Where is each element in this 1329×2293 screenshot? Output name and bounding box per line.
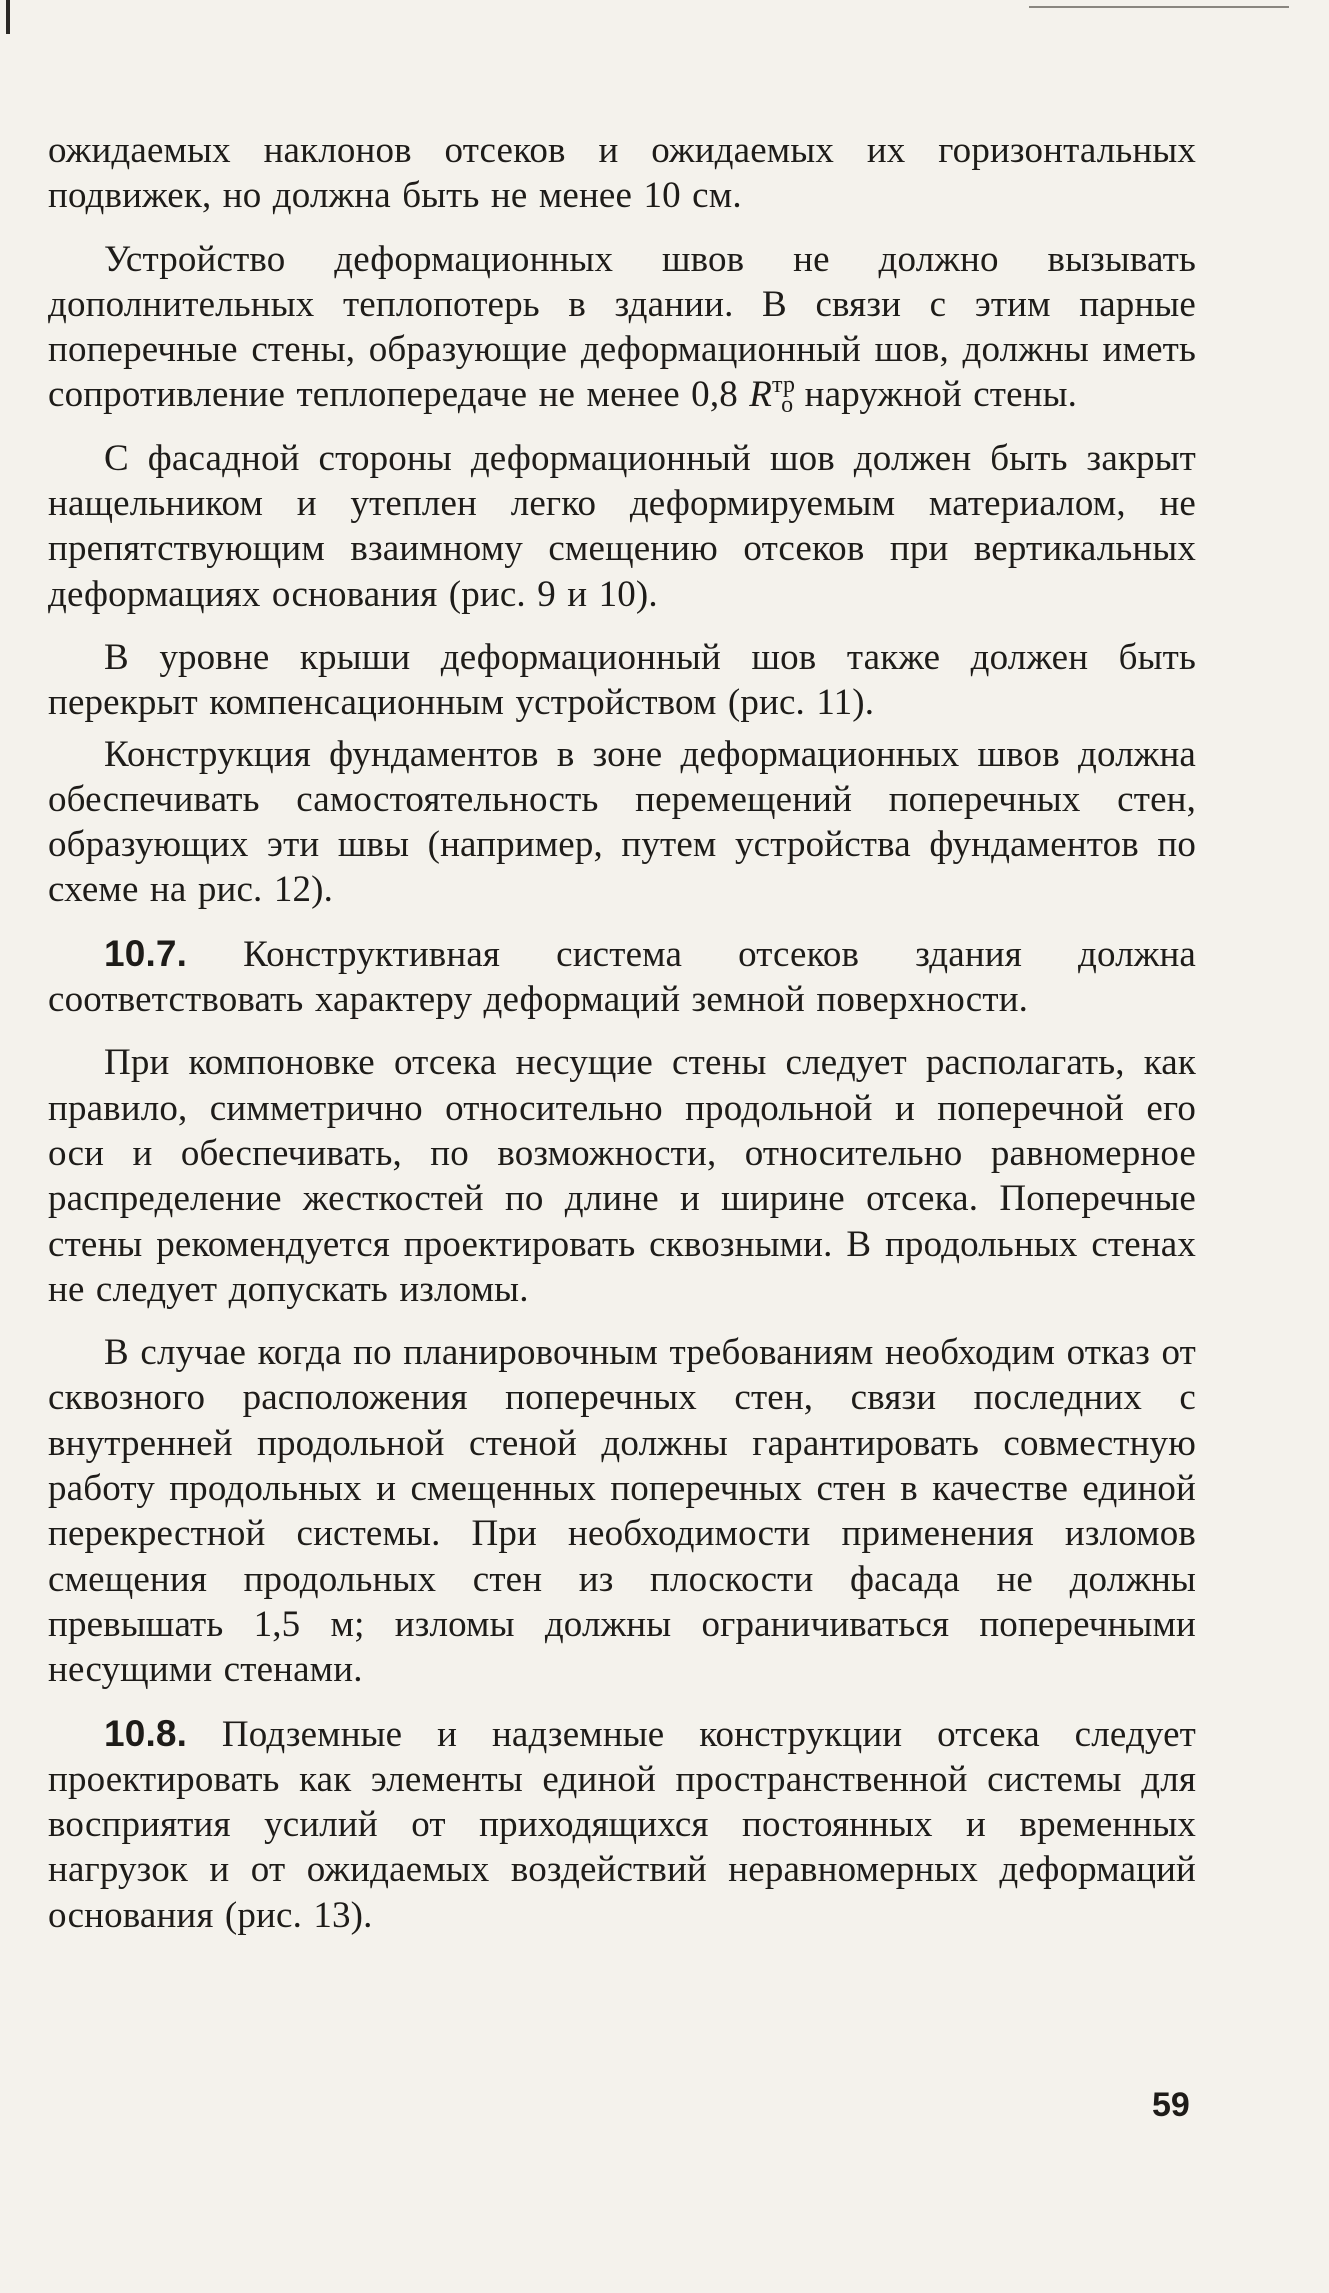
- formula-subscript: о: [781, 392, 794, 419]
- scan-top-rule: [1029, 6, 1289, 8]
- page-body: [48, 128, 1196, 1938]
- paragraph-expansion-joint-heat-loss: [48, 237, 1196, 418]
- scan-edge-mark: [6, 0, 10, 34]
- paragraph-offset-walls: В случае когда по планировочным требованиям необходим отказ от сквозного расположения поперечных стен, связи последних с внутренней продольной стеной должны гарантировать совместную работу продольных и смещенных поперечных стен в качестве единой перекрестной системы. При необходимости применения изломов смещения продольных стен из плоскости фасада не должны превышать 1,5 м; изломы должны ограничиваться поперечными несущими стенами.: [48, 1332, 1196, 1691]
- formula-symbol: R: [749, 374, 773, 416]
- paragraph-continuation: ожидаемых наклонов отсеков и ожидаемых их горизонтальных подвижек, но должна быть не менее 10 см.: [48, 130, 1196, 217]
- paragraph-roof-level: В уровне крыши деформационный шов также должен быть перекрыт компенсационным устройством (рис. 11).: [48, 636, 1196, 724]
- paragraph-text: Конструктивная система отсеков здания должна соответствовать характеру деформаций земной поверхности.: [48, 933, 1196, 1021]
- formula-superscript: тр: [772, 372, 796, 399]
- section-number: 10.8.: [104, 1712, 188, 1754]
- section-number: 10.7.: [104, 932, 188, 974]
- paragraph-foundations: Конструкция фундаментов в зоне деформационных швов должна обеспечивать самостоятельность перемещений поперечных стен, образующих эти швы (например, путем устройства фундаментов по схеме на рис. 12).: [48, 733, 1196, 911]
- paragraph-text: наружной стены.: [793, 374, 1078, 416]
- paragraph-section-10-7: [48, 931, 1196, 1023]
- heat-transfer-resistance-formula: [749, 372, 796, 419]
- paragraph-text: Устройство деформационных швов не должно вызывать дополнительных теплопотерь в здании. В связи с этим парные поперечные стены, образующие деформационный шов, должны иметь сопротивление теплопередаче не менее 0,8: [48, 238, 1196, 416]
- paragraph-facade-side: С фасадной стороны деформационный шов должен быть закрыт нащельником и утеплен легко деформируемым материалом, не препятствующим взаимному смещению отсеков при вертикальных деформациях основания (рис. 9 и 10).: [48, 437, 1196, 615]
- paragraph-text: Подземные и надземные конструкции отсека следует проектировать как элементы единой пространственной системы для восприятия усилий от приходящихся постоянных и временных нагрузок и от ожидаемых воздействий неравномерных деформаций основания (рис. 13).: [48, 1713, 1196, 1936]
- paragraph-section-10-8: [48, 1711, 1196, 1938]
- page-number: 59: [1152, 2086, 1190, 2124]
- paragraph-layout-of-walls: При компоновке отсека несущие стены следует располагать, как правило, симметрично относительно продольной и поперечной его оси и обеспечивать, по возможности, относительно равномерное распределение жесткостей по длине и ширине отсека. Поперечные стены рекомендуется проектировать сквозными. В продольных стенах не следует допускать изломы.: [48, 1042, 1196, 1310]
